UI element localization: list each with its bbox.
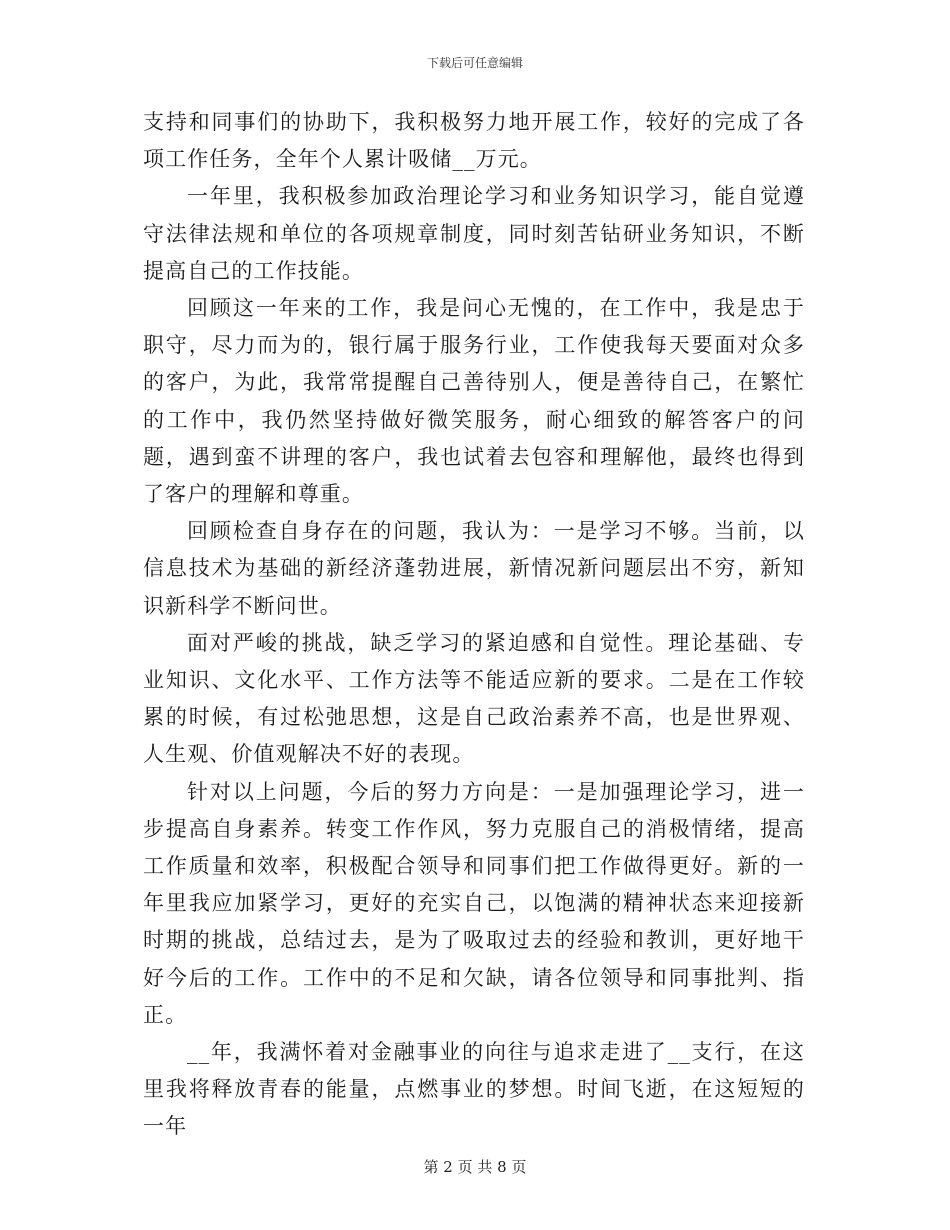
paragraph-1: 支持和同事们的协助下，我积极努力地开展工作，较好的完成了各项工作任务，全年个人累计吸储__万元。 bbox=[143, 110, 805, 172]
page-footer: 第 2 页 共 8 页 bbox=[423, 1158, 527, 1176]
paragraph-3: 回顾这一年来的工作，我是问心无愧的，在工作中，我是忠于职守，尽力而为的，银行属于服务行业，工作使我每天要面对众多的客户，为此，我常常提醒自己善待别人，便是善待自己，在繁忙的工作中，我仍然坚持做好微笑服务，耐心细致的解答客户的问题，遇到蛮不讲理的客户，我也试着去包容和理解他，最终也得到了客户的理解和尊重。 bbox=[143, 296, 805, 507]
paragraph-4: 回顾检查自身存在的问题，我认为：一是学习不够。当前，以信息技术为基础的新经济蓬勃进展，新情况新问题层出不穷，新知识新科学不断问世。 bbox=[143, 519, 805, 618]
paragraph-6: 针对以上问题，今后的努力方向是：一是加强理论学习，进一步提高自身素养。转变工作作风，努力克服自己的消极情绪，提高工作质量和效率，积极配合领导和同事们把工作做得更好。新的一年里我应加紧学习，更好的充实自己，以饱满的精神状态来迎接新时期的挑战，总结过去，是为了吸取过去的经验和教训，更好地干好今后的工作。工作中的不足和欠缺，请各位领导和同事批判、指正。 bbox=[143, 779, 805, 1027]
document-body bbox=[143, 104, 805, 1146]
paragraph-2: 一年里，我积极参加政治理论学习和业务知识学习，能自觉遵守法律法规和单位的各项规章制度，同时刻苦钻研业务知识，不断提高自己的工作技能。 bbox=[143, 184, 805, 283]
paragraph-5: 面对严峻的挑战，缺乏学习的紧迫感和自觉性。理论基础、专业知识、文化水平、工作方法等不能适应新的要求。二是在工作较累的时候，有过松弛思想，这是自己政治素养不高，也是世界观、人生观、价值观解决不好的表现。 bbox=[143, 630, 805, 767]
page-header: 下载后可任意编辑 bbox=[426, 56, 523, 70]
paragraph-7: __年，我满怀着对金融事业的向往与追求走进了__支行，在这里我将释放青春的能量，点燃事业的梦想。时间飞逝，在这短短的一年 bbox=[143, 1040, 805, 1139]
